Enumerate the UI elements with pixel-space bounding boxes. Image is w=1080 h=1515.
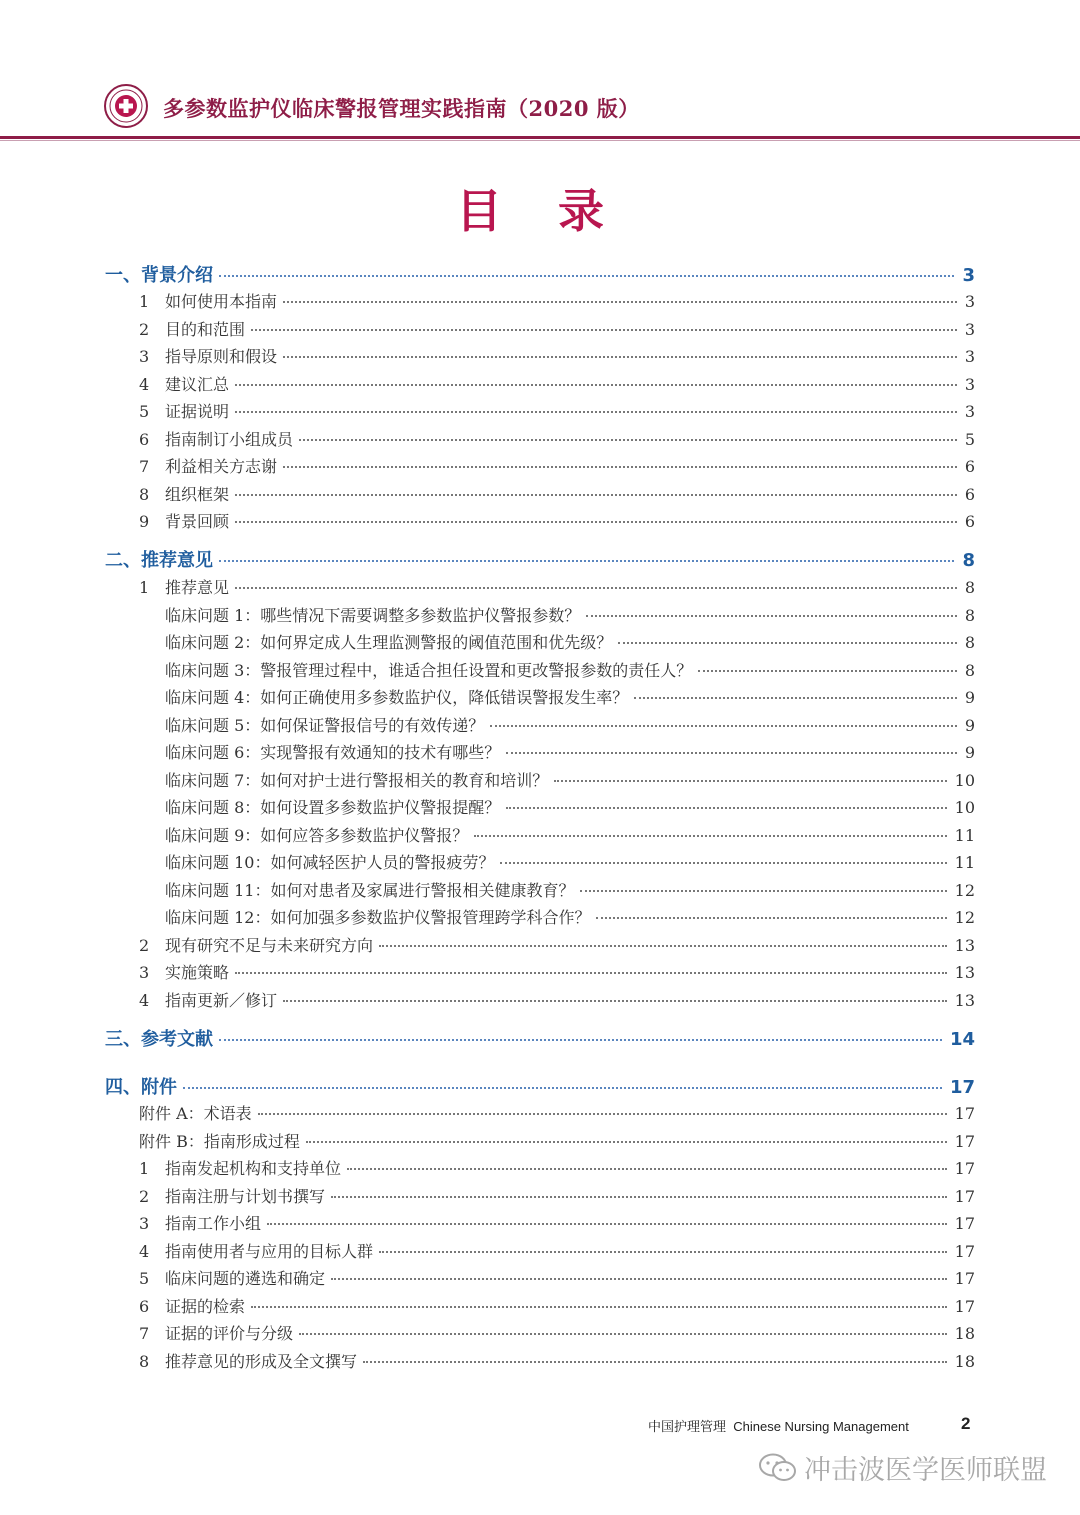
toc-entry-number: 6 bbox=[139, 429, 150, 449]
toc-section[interactable] bbox=[105, 261, 975, 287]
toc-entry-number: 4 bbox=[139, 1241, 150, 1261]
toc-entry-number: 3 bbox=[139, 347, 150, 366]
toc-entry-text: 背景回顾 bbox=[165, 512, 230, 531]
toc-leader-dots bbox=[283, 301, 957, 303]
toc-entry-text: 指南发起机构和支持单位 bbox=[165, 1159, 342, 1178]
toc-entry-number: 7 bbox=[139, 457, 150, 476]
toc-entry[interactable] bbox=[139, 1239, 975, 1262]
toc-entry[interactable] bbox=[139, 1101, 975, 1124]
toc-entry[interactable] bbox=[139, 344, 975, 367]
toc-entry[interactable] bbox=[165, 768, 975, 791]
toc-entry-text: 临床问题 12：如何加强多参数监护仪警报管理跨学科合作？ bbox=[165, 908, 591, 927]
watermark-text: 冲击波医学医师联盟 bbox=[804, 1455, 1047, 1486]
toc-leader-dots bbox=[258, 1113, 947, 1115]
toc-entry-number: 1 bbox=[139, 1159, 150, 1178]
toc-leader-dots bbox=[379, 1251, 947, 1253]
toc-page-number: 13 bbox=[954, 963, 975, 982]
toc-leader-dots bbox=[235, 587, 957, 589]
toc-entry-text: 附件 B：指南形成过程 bbox=[139, 1131, 300, 1151]
toc-entry[interactable] bbox=[165, 905, 975, 928]
header-divider-thin bbox=[0, 140, 1080, 141]
toc-entry-text: 实施策略 bbox=[165, 963, 230, 982]
toc-entry[interactable] bbox=[165, 603, 975, 626]
toc-section[interactable] bbox=[105, 546, 975, 572]
toc-leader-dots bbox=[634, 697, 957, 699]
toc-entry-number: 2 bbox=[139, 1186, 150, 1206]
toc-entry-number: 2 bbox=[139, 935, 150, 955]
toc-page-number: 6 bbox=[964, 512, 975, 531]
toc-leader-dots bbox=[490, 725, 957, 727]
toc-page-number: 17 bbox=[954, 1131, 975, 1151]
toc-leader-dots bbox=[283, 466, 957, 468]
toc-entry-text: 如何使用本指南 bbox=[165, 292, 278, 311]
page-header bbox=[0, 78, 1080, 142]
toc-entry-text: 临床问题 6：实现警报有效通知的技术有哪些？ bbox=[165, 743, 501, 762]
toc-entry-text: 临床问题 8：如何设置多参数监护仪警报提醒？ bbox=[165, 798, 501, 817]
toc-entry[interactable] bbox=[139, 482, 975, 505]
toc-page-number: 17 bbox=[954, 1214, 975, 1233]
toc-entry-text: 指导原则和假设 bbox=[165, 347, 278, 366]
toc-page-number: 9 bbox=[964, 688, 975, 707]
toc-section-label: 三、参考文献 bbox=[105, 1029, 213, 1050]
toc-section-label: 一、背景介绍 bbox=[105, 265, 213, 286]
toc-leader-dots bbox=[267, 1223, 947, 1225]
toc-page-number: 6 bbox=[964, 484, 975, 504]
toc-page-number: 3 bbox=[964, 347, 975, 366]
toc-entry-text: 临床问题 11：如何对患者及家属进行警报相关健康教育？ bbox=[165, 880, 575, 900]
toc-page-number: 18 bbox=[954, 1324, 975, 1343]
toc-entry[interactable] bbox=[165, 658, 975, 681]
toc-page-number: 8 bbox=[964, 578, 975, 597]
toc-leader-dots bbox=[363, 1361, 947, 1363]
toc-entry[interactable] bbox=[165, 850, 975, 873]
toc-page-number: 5 bbox=[964, 429, 975, 449]
toc-entry-number: 5 bbox=[139, 402, 150, 421]
toc-entry-text: 证据说明 bbox=[165, 402, 230, 421]
toc-entry-number: 3 bbox=[139, 963, 150, 982]
toc-entry-text: 临床问题 3：警报管理过程中，谁适合担任设置和更改警报参数的责任人？ bbox=[165, 660, 693, 680]
toc-page-number: 14 bbox=[949, 1029, 975, 1050]
toc-page-number: 8 bbox=[964, 605, 975, 625]
toc-entry[interactable] bbox=[165, 823, 975, 846]
toc-page-number: 17 bbox=[954, 1104, 975, 1123]
toc-leader-dots bbox=[235, 411, 957, 413]
toc-entry[interactable] bbox=[139, 399, 975, 422]
toc-title: 目 录 bbox=[455, 184, 624, 238]
toc-entry-text: 指南工作小组 bbox=[165, 1214, 262, 1233]
toc-entry-number: 1 bbox=[139, 578, 150, 597]
toc-entry-text: 建议汇总 bbox=[165, 374, 230, 394]
toc-entry[interactable] bbox=[139, 1211, 975, 1234]
toc-page-number: 10 bbox=[954, 770, 975, 790]
toc-entry-number: 6 bbox=[139, 1296, 150, 1316]
toc-entry[interactable] bbox=[165, 740, 975, 763]
toc-entry[interactable] bbox=[139, 289, 975, 312]
toc-page-number: 12 bbox=[954, 880, 975, 900]
toc-leader-dots bbox=[554, 780, 946, 782]
toc-page-number: 17 bbox=[954, 1159, 975, 1178]
toc-page-number: 8 bbox=[962, 550, 975, 571]
toc-page-number: 12 bbox=[954, 908, 975, 927]
toc-leader-dots bbox=[299, 439, 957, 441]
toc-leader-dots bbox=[474, 835, 946, 837]
toc-leader-dots bbox=[219, 1039, 942, 1041]
wechat-icon bbox=[758, 1452, 798, 1484]
toc-leader-dots bbox=[347, 1168, 947, 1170]
toc-entry-text: 附件 A：术语表 bbox=[139, 1104, 252, 1123]
toc-entry-number: 8 bbox=[139, 484, 150, 504]
toc-leader-dots bbox=[331, 1278, 947, 1280]
toc-leader-dots bbox=[506, 752, 957, 754]
toc-entry[interactable] bbox=[139, 933, 975, 956]
toc-leader-dots bbox=[219, 275, 954, 277]
document-title: 多参数监护仪临床警报管理实践指南（2020 版） bbox=[163, 96, 640, 121]
toc-section[interactable] bbox=[105, 1073, 975, 1099]
toc-leader-dots bbox=[183, 1087, 942, 1089]
toc-entry-text: 临床问题 4：如何正确使用多参数监护仪，降低错误警报发生率？ bbox=[165, 688, 629, 707]
toc-entry-number: 9 bbox=[139, 512, 150, 531]
toc-entry-number: 3 bbox=[139, 1214, 150, 1233]
toc-entry-number: 5 bbox=[139, 1269, 150, 1288]
toc-leader-dots bbox=[698, 670, 957, 672]
toc-entry[interactable] bbox=[139, 317, 975, 340]
toc-page-number: 3 bbox=[964, 319, 975, 339]
toc-entry-number: 2 bbox=[139, 319, 150, 339]
toc-leader-dots bbox=[331, 1196, 947, 1198]
toc-entry-text: 临床问题 1：哪些情况下需要调整多参数监护仪警报参数？ bbox=[165, 605, 581, 625]
header-divider bbox=[0, 136, 1080, 139]
toc-page-number: 11 bbox=[954, 853, 975, 872]
toc-entry[interactable] bbox=[139, 454, 975, 477]
toc-entry-text: 利益相关方志谢 bbox=[165, 457, 278, 476]
toc-entry-number: 1 bbox=[139, 292, 150, 311]
toc-entry[interactable] bbox=[165, 795, 975, 818]
toc-entry-text: 临床问题 10：如何减轻医护人员的警报疲劳？ bbox=[165, 853, 495, 872]
toc-leader-dots bbox=[235, 384, 957, 386]
toc-leader-dots bbox=[283, 1000, 947, 1002]
toc-page-number: 17 bbox=[954, 1241, 975, 1261]
toc-page-number: 17 bbox=[954, 1296, 975, 1316]
toc-page-number: 3 bbox=[962, 265, 975, 286]
toc-entry[interactable] bbox=[139, 1349, 975, 1372]
toc-entry-text: 临床问题 7：如何对护士进行警报相关的教育和培训？ bbox=[165, 770, 549, 790]
toc-leader-dots bbox=[618, 642, 957, 644]
toc-entry[interactable] bbox=[165, 685, 975, 708]
toc-entry[interactable] bbox=[139, 1294, 975, 1317]
toc-entry[interactable] bbox=[139, 575, 975, 598]
toc-entry[interactable] bbox=[139, 509, 975, 532]
toc-entry[interactable] bbox=[165, 630, 975, 653]
toc-entry[interactable] bbox=[139, 988, 975, 1011]
toc-leader-dots bbox=[251, 1306, 947, 1308]
journal-name-en: Chinese Nursing Management bbox=[733, 1419, 909, 1434]
toc-entry[interactable] bbox=[139, 1266, 975, 1289]
toc-entry-text: 指南更新／修订 bbox=[165, 990, 278, 1010]
toc-section-label: 四、附件 bbox=[105, 1077, 177, 1098]
toc-section[interactable] bbox=[105, 1025, 975, 1051]
toc-entry-text: 临床问题的遴选和确定 bbox=[165, 1269, 326, 1288]
toc-page-number: 8 bbox=[964, 633, 975, 652]
toc-leader-dots bbox=[306, 1141, 947, 1143]
toc-entry-text: 证据的评价与分级 bbox=[165, 1324, 294, 1343]
toc-entry[interactable] bbox=[139, 1156, 975, 1179]
toc-page-number: 17 bbox=[949, 1077, 975, 1098]
toc-page-number: 13 bbox=[954, 935, 975, 955]
toc-leader-dots bbox=[379, 945, 947, 947]
watermark bbox=[758, 1448, 1047, 1487]
toc-entry[interactable] bbox=[139, 427, 975, 450]
toc-entry-text: 临床问题 2：如何界定成人生理监测警报的阈值范围和优先级？ bbox=[165, 633, 613, 652]
toc-leader-dots bbox=[299, 1333, 947, 1335]
toc-entry[interactable] bbox=[139, 1184, 975, 1207]
toc-leader-dots bbox=[506, 807, 946, 809]
toc-entry-number: 8 bbox=[139, 1351, 150, 1371]
association-logo-icon bbox=[104, 84, 148, 128]
toc-page-number: 9 bbox=[964, 743, 975, 762]
toc-leader-dots bbox=[251, 329, 957, 331]
toc-entry[interactable] bbox=[165, 878, 975, 901]
toc-entry-text: 临床问题 9：如何应答多参数监护仪警报？ bbox=[165, 825, 469, 845]
journal-name-cn: 中国护理管理 bbox=[648, 1419, 727, 1434]
toc-leader-dots bbox=[219, 560, 954, 562]
toc-page-number: 13 bbox=[954, 990, 975, 1010]
toc-leader-dots bbox=[235, 494, 957, 496]
toc-page-number: 3 bbox=[964, 374, 975, 394]
toc-page-number: 17 bbox=[954, 1186, 975, 1206]
toc-entry-text: 证据的检索 bbox=[165, 1296, 246, 1316]
toc-page-number: 11 bbox=[954, 825, 975, 845]
toc-entry-text: 目的和范围 bbox=[165, 319, 246, 339]
toc-leader-dots bbox=[580, 890, 946, 892]
toc-leader-dots bbox=[586, 615, 957, 617]
toc-page-number: 8 bbox=[964, 660, 975, 680]
toc-entry-text: 指南制订小组成员 bbox=[165, 429, 294, 449]
toc-entry-number: 4 bbox=[139, 374, 150, 394]
toc-leader-dots bbox=[235, 972, 947, 974]
toc-entry-number: 7 bbox=[139, 1324, 150, 1343]
toc-entry[interactable] bbox=[139, 1321, 975, 1344]
toc-entry-text: 组织框架 bbox=[165, 484, 230, 504]
toc-entry-text: 推荐意见 bbox=[165, 578, 230, 597]
toc-page-number: 3 bbox=[964, 402, 975, 421]
toc-leader-dots bbox=[235, 521, 957, 523]
toc-page-number: 17 bbox=[954, 1269, 975, 1288]
toc-page-number: 6 bbox=[964, 457, 975, 476]
toc-entry[interactable] bbox=[165, 713, 975, 736]
toc-entry-number: 4 bbox=[139, 990, 150, 1010]
toc-leader-dots bbox=[500, 862, 946, 864]
toc-page-number: 10 bbox=[954, 798, 975, 817]
toc-page-number: 3 bbox=[964, 292, 975, 311]
toc-entry-text: 临床问题 5：如何保证警报信号的有效传递？ bbox=[165, 715, 485, 735]
toc-entry-text: 现有研究不足与未来研究方向 bbox=[165, 935, 374, 955]
toc-section-label: 二、推荐意见 bbox=[105, 550, 213, 571]
toc-leader-dots bbox=[596, 917, 946, 919]
toc-page-number: 18 bbox=[954, 1351, 975, 1371]
toc-page-number: 9 bbox=[964, 715, 975, 735]
page-number: 2 bbox=[961, 1414, 971, 1433]
journal-name bbox=[648, 1416, 909, 1435]
toc-leader-dots bbox=[283, 356, 957, 358]
toc-entry[interactable] bbox=[139, 372, 975, 395]
toc-entry-text: 指南使用者与应用的目标人群 bbox=[165, 1241, 374, 1261]
toc-entry[interactable] bbox=[139, 960, 975, 983]
toc-entry-text: 指南注册与计划书撰写 bbox=[165, 1186, 326, 1206]
toc-entry-text: 推荐意见的形成及全文撰写 bbox=[165, 1351, 358, 1371]
toc-entry[interactable] bbox=[139, 1129, 975, 1152]
